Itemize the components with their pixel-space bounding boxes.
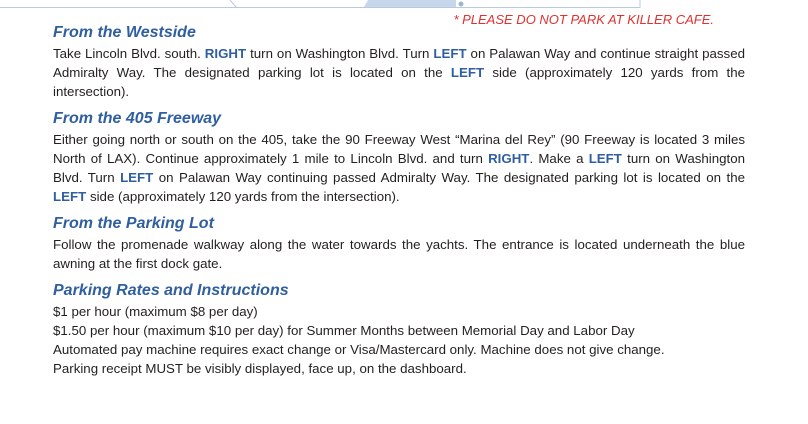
directions-content xyxy=(53,23,745,378)
section-heading: From the 405 Freeway xyxy=(53,110,222,127)
map-fragment xyxy=(0,0,808,8)
direction-keyword: RIGHT xyxy=(488,151,530,166)
rate-line: Parking receipt MUST be visibly displayed, face up, on the dashboard. xyxy=(53,361,467,376)
section-body: Take Lincoln Blvd. south. RIGHT turn on Washington Blvd. Turn LEFT on Palawan Way and continue straight passed Admiralty Way. The designated parking lot is located on the LEFT side (approximately 120 yards from the intersection). xyxy=(53,46,745,99)
section-heading: From the Westside xyxy=(53,24,196,41)
direction-keyword: LEFT xyxy=(120,170,154,185)
direction-keyword: RIGHT xyxy=(204,46,247,61)
rate-line: $1.50 per hour (maximum $10 per day) for Summer Months between Memorial Day and Labor Day xyxy=(53,323,635,338)
direction-keyword: LEFT xyxy=(53,189,87,204)
section-405-freeway xyxy=(53,109,745,206)
section-parking-rates xyxy=(53,281,745,378)
rate-line: $1 per hour (maximum $8 per day) xyxy=(53,304,258,319)
section-body: Either going north or south on the 405, take the 90 Freeway West “Marina del Rey” (90 Freeway is located 3 miles North of LAX). Continue approximately 1 mile to Lincoln Blvd. and turn RIGHT. Make a LEFT turn on Washington Blvd. Turn LEFT on Palawan Way continuing passed Admiralty Way. The designated parking lot is located on the LEFT side (approximately 120 yards from the intersection). xyxy=(53,132,745,204)
direction-keyword: LEFT xyxy=(450,65,485,80)
no-parking-warning: * PLEASE DO NOT PARK AT KILLER CAFE. xyxy=(453,12,714,27)
section-westside xyxy=(53,23,745,101)
rate-line: Automated pay machine requires exact change or Visa/Mastercard only. Machine does not give change. xyxy=(53,342,665,357)
rates-list xyxy=(53,302,745,378)
section-body: Follow the promenade walkway along the water towards the yachts. The entrance is located underneath the blue awning at the first dock gate. xyxy=(53,237,745,271)
section-heading: Parking Rates and Instructions xyxy=(53,282,289,299)
section-parking-lot xyxy=(53,214,745,273)
section-heading: From the Parking Lot xyxy=(53,215,214,232)
direction-keyword: LEFT xyxy=(433,46,467,61)
direction-keyword: LEFT xyxy=(588,151,622,166)
